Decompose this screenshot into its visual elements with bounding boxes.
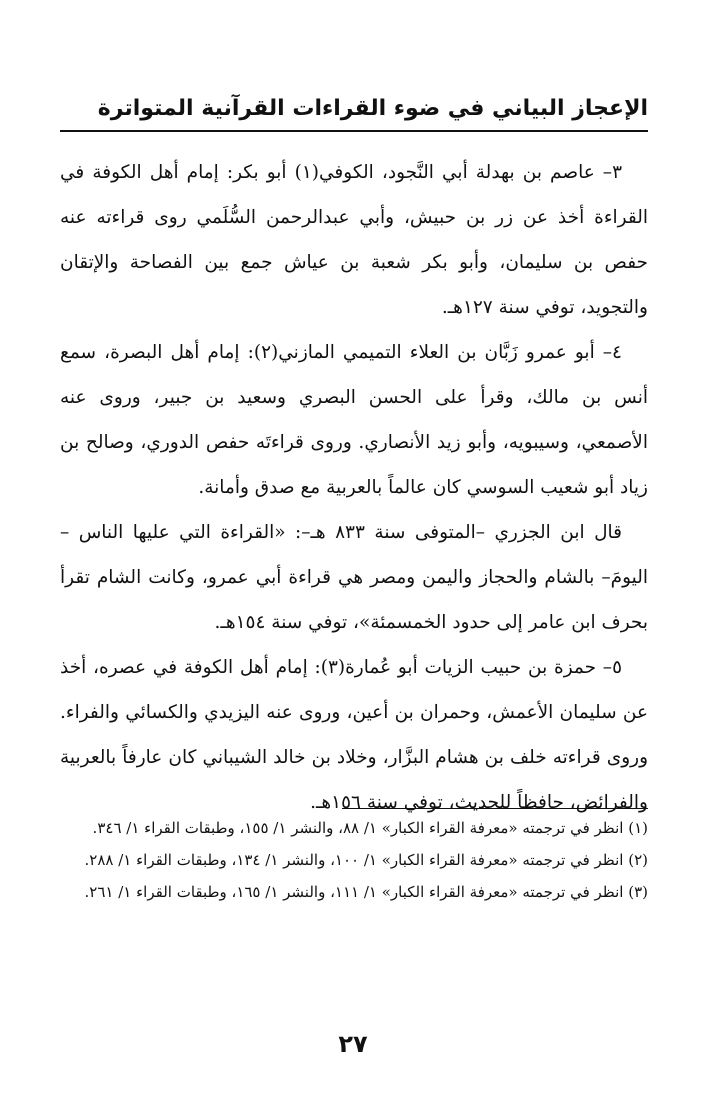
- running-header-title: الإعجاز البياني في ضوء القراءات القرآنية المتواترة: [60, 88, 648, 132]
- footnote-1: (١) انظر في ترجمته «معرفة القراء الكبار» ١/ ٨٨، والنشر ١/ ١٥٥، وطبقات القراء ١/ ٣٤٦.: [92, 819, 648, 837]
- main-text: [60, 150, 648, 825]
- page-number: ٢٧: [338, 1030, 368, 1058]
- footnotes: [60, 814, 648, 910]
- footnote-separator: [342, 808, 648, 809]
- paragraph-asim: ٣– عاصم بن بهدلة أبي النَّجود، الكوفي(١) أبو بكر: إمام أهل الكوفة في القراءة أخذ عن زر بن حبيش، وأبي عبدالرحمن السُّلَمي روى قراءته عنه حفص بن سليمان، وأبو بكر شعبة بن عياش جمع بين الفصاحة والإتقان والتجويد، توفي سنة ١٢٧هـ.: [60, 162, 648, 318]
- footnote-2: (٢) انظر في ترجمته «معرفة القراء الكبار» ١/ ١٠٠، والنشر ١/ ١٣٤، وطبقات القراء ١/ ٢٨٨.: [84, 851, 648, 869]
- footnote-3: (٣) انظر في ترجمته «معرفة القراء الكبار» ١/ ١١١، والنشر ١/ ١٦٥، وطبقات القراء ١/ ٢٦١.: [84, 883, 648, 901]
- paragraph-abu-amr: ٤– أبو عمرو زَبَّان بن العلاء التميمي المازني(٢): إمام أهل البصرة، سمع أنس بن مالك، وقرأ على الحسن البصري وسعيد بن جبير، وروى عنه الأصمعي، وسيبويه، وأبو زيد الأنصاري. وروى قراءتَه حفص الدوري، وصالح بن زياد أبو شعيب السوسي كان عالماً بالعربية مع صدق وأمانة.: [60, 342, 648, 498]
- paragraph-ibn-jazari-quote: قال ابن الجزري –المتوفى سنة ٨٣٣ هـ–: «القراءة التي عليها الناس –اليومَ– بالشام والحجاز واليمن ومصر هي قراءة أبي عمرو، وكانت الشام تقرأ بحرف ابن عامر إلى حدود الخمسمئة»، توفي سنة ١٥٤هـ.: [60, 522, 648, 633]
- paragraph-hamza: ٥– حمزة بن حبيب الزيات أبو عُمارة(٣): إمام أهل الكوفة في عصره، أخذ عن سليمان الأعمش، وحمران بن أعين، وروى عنه اليزيدي والكسائي والفراء. وروى قراءته خلف بن هشام البزَّار، وخلاد بن خالد الشيباني كان عارفاً بالعربية والفرائض، حافظاً للحديث، توفي سنة ١٥٦هـ.: [60, 657, 648, 813]
